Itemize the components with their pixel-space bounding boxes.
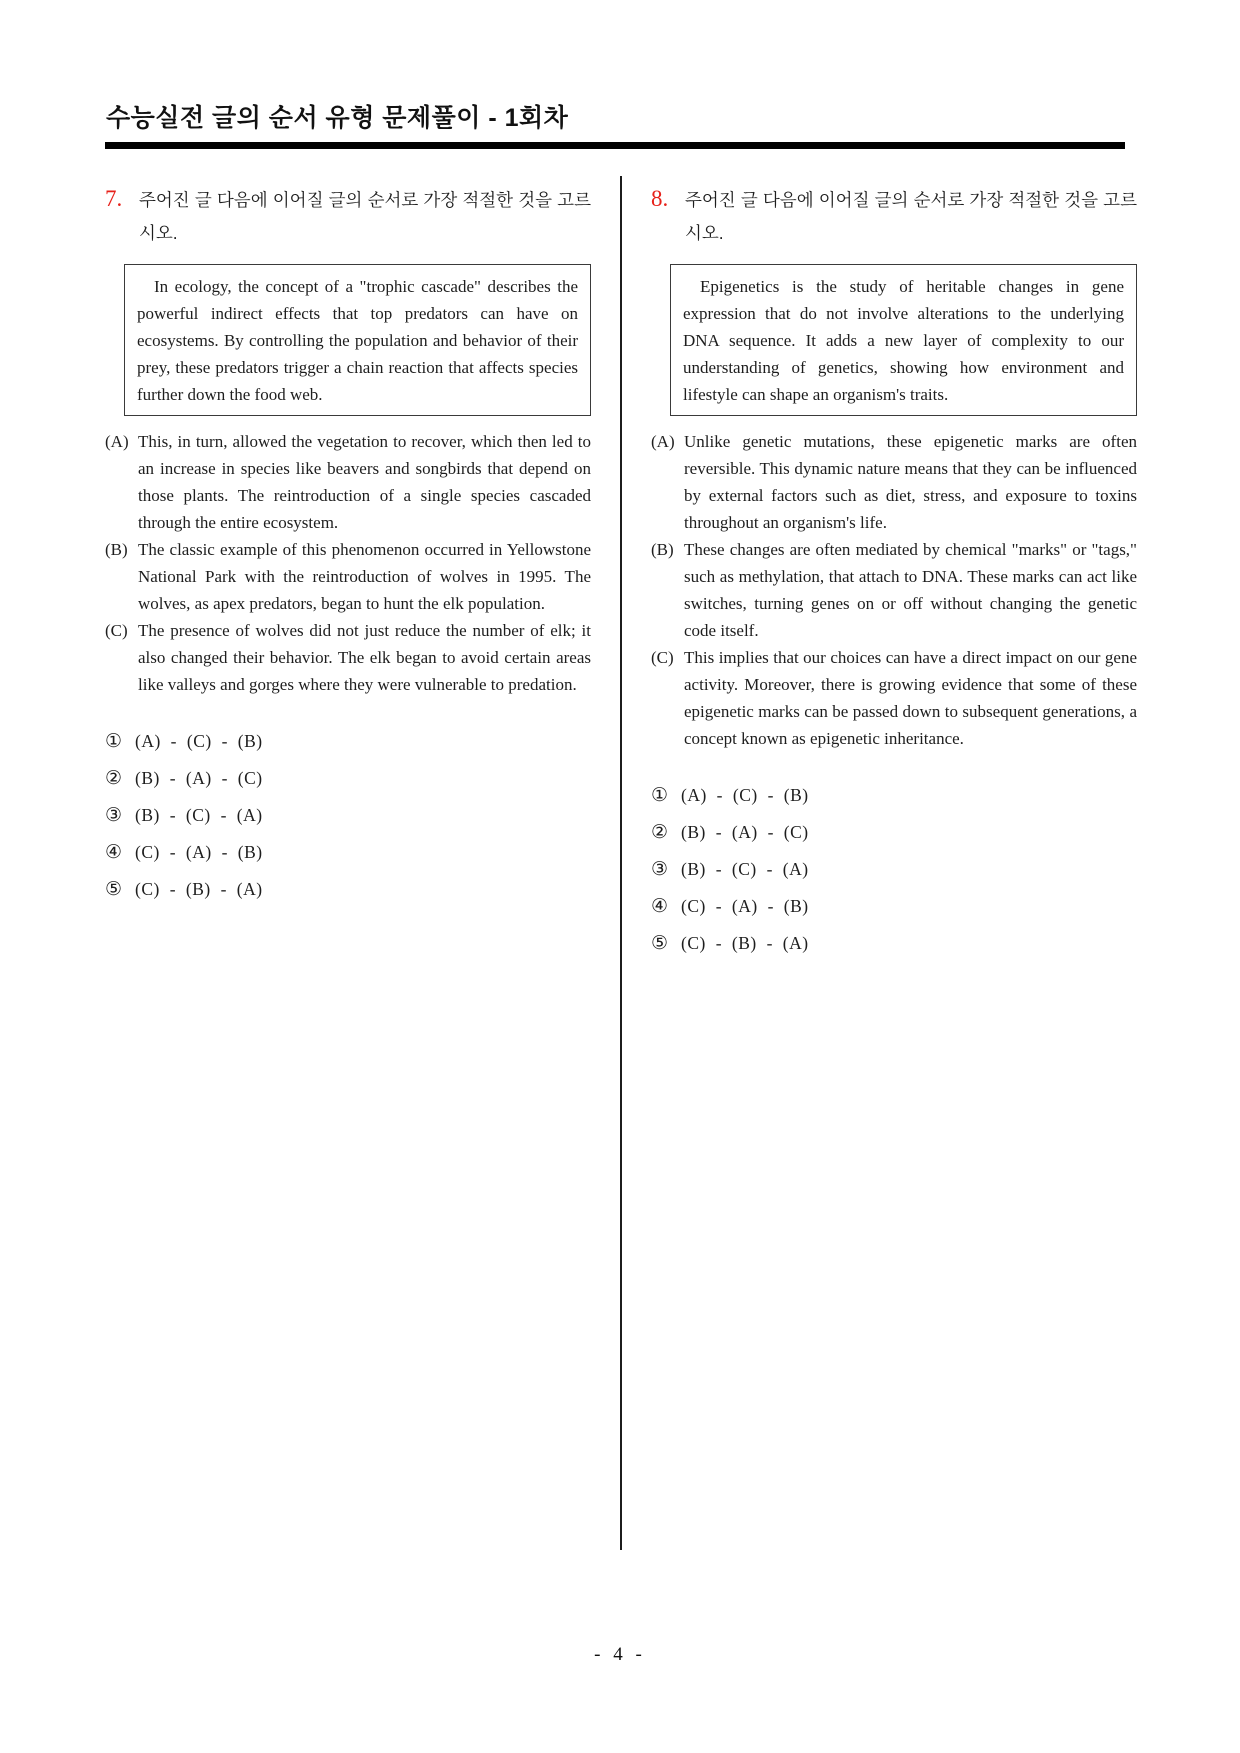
question-7-header <box>105 184 591 250</box>
choice-text: (B) - (A) - (C) <box>681 822 809 842</box>
paragraph-label: (B) <box>651 540 674 559</box>
choice-item <box>105 839 591 866</box>
choice-marker: ③ <box>105 804 123 826</box>
choice-item <box>105 802 591 829</box>
paragraph-item <box>105 428 591 536</box>
paragraph-text: These changes are often mediated by chemical "marks" or "tags," such as methylation, that attach to DNA. These marks can act like switches, turning genes on or off without changing the genetic code itself. <box>684 540 1137 640</box>
choice-list <box>651 782 1137 957</box>
paragraph-label: (A) <box>105 432 129 451</box>
paragraph-text: This, in turn, allowed the vegetation to recover, which then led to an increase in species like beavers and songbirds that depend on those plants. The reintroduction of a single species cascaded through the entire ecosystem. <box>138 432 591 532</box>
passage-text: Epigenetics is the study of heritable changes in gene expression that do not involve alterations to the underlying DNA sequence. It adds a new layer of complexity to our understanding of genetics, showing how environment and lifestyle can shape an organism's traits. <box>683 277 1124 404</box>
choice-item <box>105 876 591 903</box>
question-columns <box>105 184 1137 967</box>
choice-text: (B) - (C) - (A) <box>135 805 263 825</box>
question-number: 7. <box>105 186 123 211</box>
choice-marker: ④ <box>105 841 123 863</box>
choice-text: (C) - (A) - (B) <box>135 842 263 862</box>
choice-marker: ⑤ <box>651 932 669 954</box>
question-8-block <box>651 184 1137 967</box>
question-8-header <box>651 184 1137 250</box>
passage-box <box>124 264 591 416</box>
paragraph-label: (B) <box>105 540 128 559</box>
paragraph-item <box>651 644 1137 752</box>
choice-text: (C) - (B) - (A) <box>681 933 809 953</box>
choice-item <box>651 930 1137 957</box>
choice-marker: ④ <box>651 895 669 917</box>
passage-text: In ecology, the concept of a "trophic cascade" describes the powerful indirect effects that top predators can have on ecosystems. By controlling the population and behavior of their prey, these predators trigger a chain reaction that affects species further down the food web. <box>137 277 578 404</box>
question-instruction: 주어진 글 다음에 이어질 글의 순서로 가장 적절한 것을 고르시오. <box>685 190 1137 243</box>
choice-marker: ② <box>651 821 669 843</box>
choice-marker: ② <box>105 767 123 789</box>
header-rule <box>105 142 1125 149</box>
passage-box <box>670 264 1137 416</box>
choice-text: (A) - (C) - (B) <box>681 785 809 805</box>
question-7-block <box>105 184 591 967</box>
paragraph-item <box>105 617 591 698</box>
choice-text: (B) - (C) - (A) <box>681 859 809 879</box>
choice-marker: ③ <box>651 858 669 880</box>
paragraph-text: This implies that our choices can have a direct impact on our gene activity. Moreover, there is growing evidence that some of these epigenetic marks can be passed down to subsequent generations, a concept known as epigenetic inheritance. <box>684 648 1137 748</box>
choice-item <box>105 765 591 792</box>
choice-item <box>651 782 1137 809</box>
paragraph-text: Unlike genetic mutations, these epigenetic marks are often reversible. This dynamic nature means that they can be influenced by external factors such as diet, stress, and exposure to toxins throughout an organism's life. <box>684 432 1137 532</box>
paragraph-label: (C) <box>105 621 128 640</box>
choice-item <box>651 893 1137 920</box>
choice-text: (A) - (C) - (B) <box>135 731 263 751</box>
paragraph-text: The classic example of this phenomenon occurred in Yellowstone National Park with the reintroduction of wolves in 1995. The wolves, as apex predators, began to hunt the elk population. <box>138 540 591 613</box>
paragraph-item <box>105 536 591 617</box>
choice-item <box>105 728 591 755</box>
paragraph-list <box>651 428 1137 752</box>
choice-text: (C) - (B) - (A) <box>135 879 263 899</box>
choice-marker: ⑤ <box>105 878 123 900</box>
paragraph-item <box>651 428 1137 536</box>
paragraph-item <box>651 536 1137 644</box>
page-title: 수능실전 글의 순서 유형 문제풀이 - 1회차 <box>106 104 569 132</box>
choice-item <box>651 819 1137 846</box>
page-number: - 4 - <box>594 1644 646 1665</box>
question-number: 8. <box>651 186 669 211</box>
paragraph-label: (A) <box>651 432 675 451</box>
choice-list <box>105 728 591 903</box>
paragraph-label: (C) <box>651 648 674 667</box>
paragraph-list <box>105 428 591 698</box>
choice-marker: ① <box>651 784 669 806</box>
choice-text: (B) - (A) - (C) <box>135 768 263 788</box>
choice-marker: ① <box>105 730 123 752</box>
choice-text: (C) - (A) - (B) <box>681 896 809 916</box>
question-instruction: 주어진 글 다음에 이어질 글의 순서로 가장 적절한 것을 고르시오. <box>139 190 591 243</box>
choice-item <box>651 856 1137 883</box>
paragraph-text: The presence of wolves did not just reduce the number of elk; it also changed their behavior. The elk began to avoid certain areas like valleys and gorges where they were vulnerable to predation. <box>138 621 591 694</box>
